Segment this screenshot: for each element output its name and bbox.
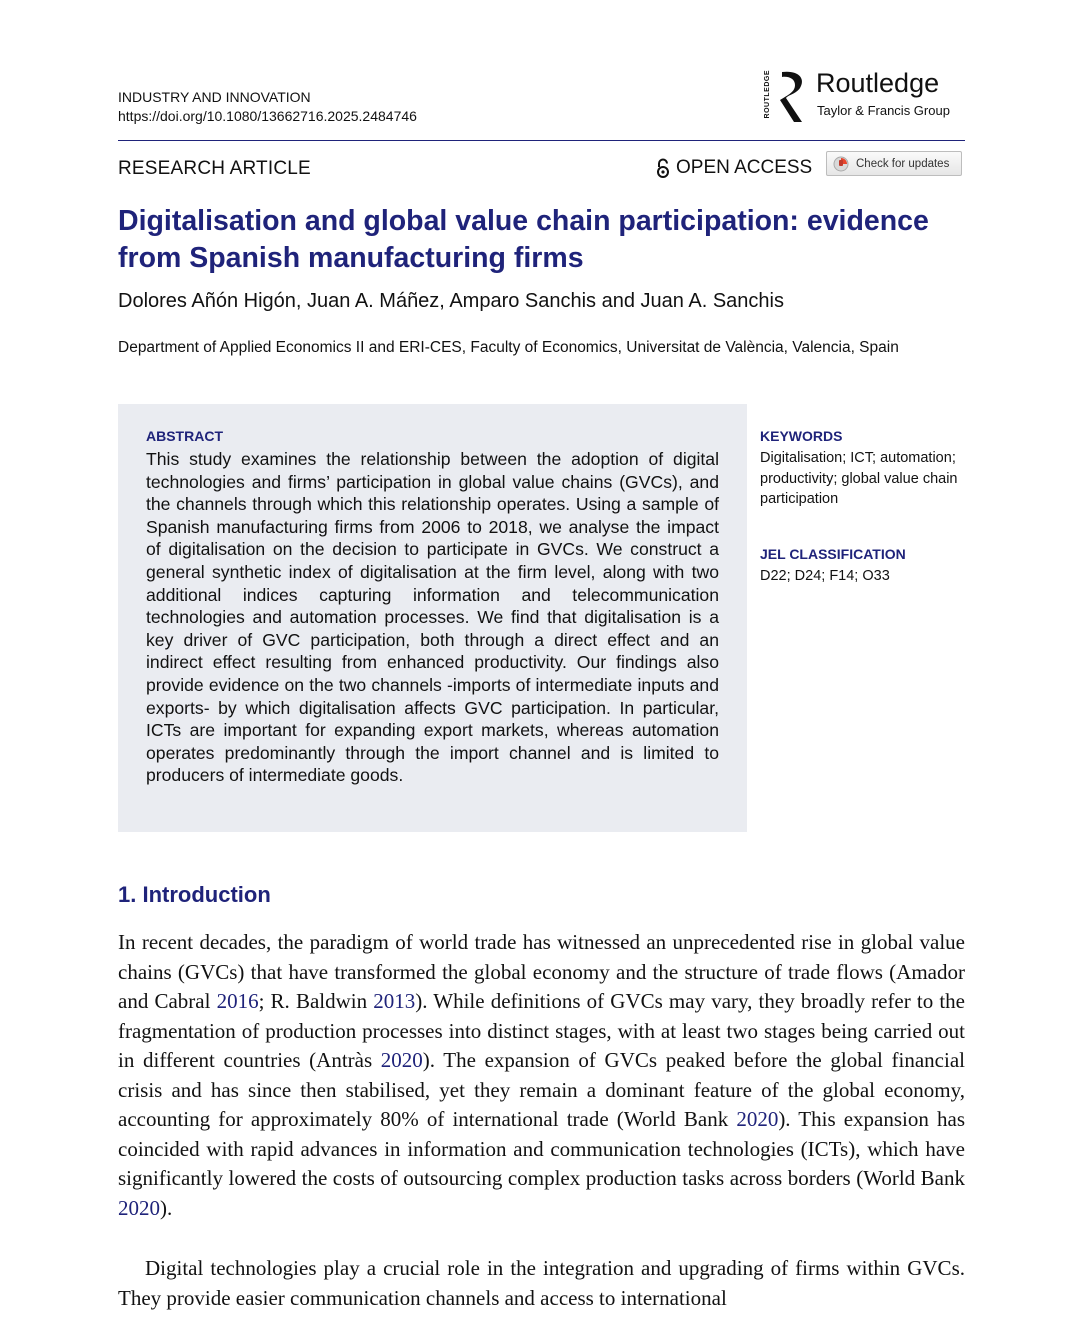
- crossmark-icon: [833, 156, 849, 172]
- open-access-label: OPEN ACCESS: [676, 157, 813, 178]
- citation-link[interactable]: 2020: [380, 1048, 423, 1072]
- section-heading-introduction: 1. Introduction: [118, 882, 271, 907]
- journal-name: INDUSTRY AND INNOVATION: [118, 89, 311, 105]
- doi-link[interactable]: https://doi.org/10.1080/13662716.2025.2484746: [118, 108, 417, 124]
- citation-link[interactable]: 2020: [736, 1107, 779, 1131]
- author-list: Dolores Añón Higón, Juan A. Máñez, Amparo Sanchis and Juan A. Sanchis: [118, 290, 784, 312]
- open-lock-icon: [656, 158, 670, 179]
- keywords-heading: KEYWORDS: [760, 428, 843, 444]
- check-for-updates-label: Check for updates: [856, 157, 950, 170]
- jel-heading: JEL CLASSIFICATION: [760, 546, 906, 562]
- paragraph-text: ; R. Baldwin: [258, 989, 374, 1013]
- abstract-heading: ABSTRACT: [146, 428, 223, 444]
- affiliation: Department of Applied Economics II and ERI-CES, Faculty of Economics, Universitat de València, Valencia, Spain: [118, 339, 899, 356]
- paragraph-text: ). While definitions of GVCs may vary, they broadly refer to the fragmentation of production processes into distinct stages, with at least two stages being carried out in different countries (Antràs: [118, 989, 966, 1072]
- check-for-updates-button[interactable]: [826, 151, 962, 176]
- publisher-name: Routledge: [816, 68, 940, 98]
- body-paragraph: Digital technologies play a crucial role in the integration and upgrading of firms within GVCs. They provide easier communication channels and access to international: [118, 1256, 965, 1310]
- abstract-text: This study examines the relationship between the adoption of digital technologies and firms’ participation in global value chains (GVCs), and the channels through which this relationship operates. Using a sample of Spanish manufacturing firms from 2006 to 2018, we analyse the impact of digitalisation on the decision to participate in GVCs. We construct a general synthetic index of digitalisation at the firm level, along with two additional indices capturing information and telecommunication technologies and automation processes. We find that digitalisation is a key driver of GVC participation, both through a direct effect and an indirect effect resulting from enhanced productivity. Our findings also provide evidence on the two channels -imports of intermediate inputs and exports- by which digitalisation affects GVC participation. In particular, ICTs are important for expanding export markets, whereas automation operates predominantly through the import channel and is limited to producers of intermediate goods.: [146, 449, 719, 786]
- paragraph-text: ). This expansion has coincided with rapid advances in information and communication technologies (ICTs), which have significantly lowered the costs of outsourcing complex production tasks across borders (World Bank: [118, 1107, 965, 1190]
- publisher-group: Taylor & Francis Group: [817, 103, 950, 118]
- citation-link[interactable]: 2020: [118, 1195, 160, 1220]
- paragraph-text: ). The expansion of GVCs peaked before the global financial crisis and has since then stabilised, yet they remain a dominant feature of the global economy, accounting for approximately 80% of international trade (World Bank: [118, 1048, 965, 1131]
- paragraph-text: In recent decades, the paradigm of world trade has witnessed an unprecedented rise in global value chains (GVCs) that have transformed the global economy and the structure of trade flows (Amador and Cabral: [118, 930, 965, 1013]
- article-type: RESEARCH ARTICLE: [118, 158, 311, 179]
- journal-info: [118, 88, 417, 126]
- keywords-text: Digitalisation; ICT; automation; productivity; global value chain participation: [760, 450, 958, 507]
- citation-link[interactable]: 2016: [216, 989, 259, 1013]
- open-access-badge: [656, 157, 812, 179]
- article-title: Digitalisation and global value chain participation: evidence from Spanish manufacturing firms: [118, 205, 929, 274]
- routledge-r-icon: [776, 68, 810, 124]
- citation-link[interactable]: 2013: [373, 989, 416, 1013]
- publisher-logo: [764, 66, 969, 126]
- header-rule: [118, 140, 965, 141]
- body-paragraph: [118, 928, 965, 1223]
- paragraph-text: ).: [160, 1195, 173, 1220]
- jel-codes: D22; D24; F14; O33: [760, 568, 890, 584]
- publisher-vertical-text: ROUTLEDGE: [764, 70, 771, 119]
